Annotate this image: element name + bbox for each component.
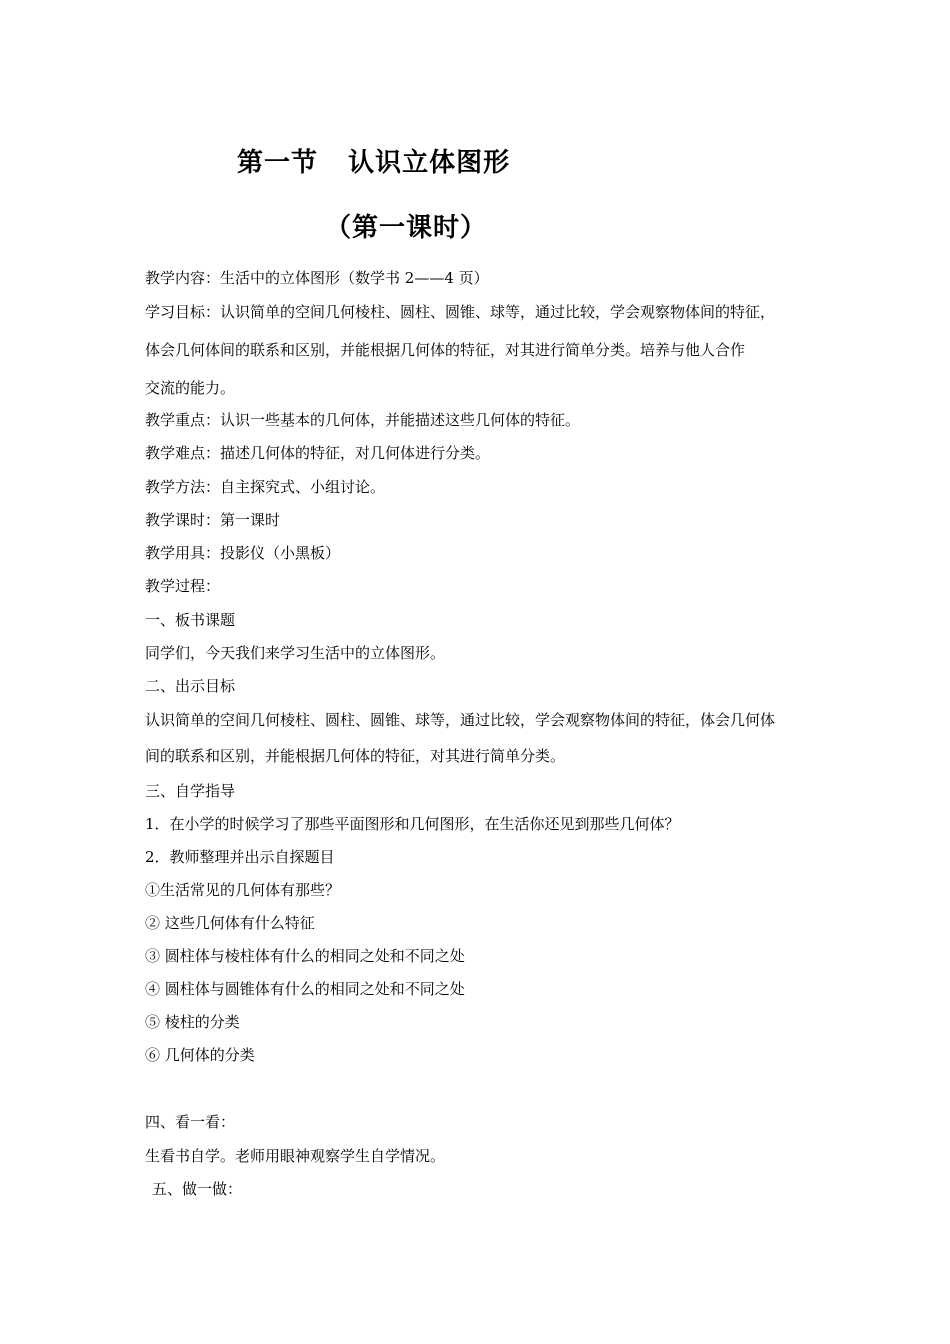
learning-goals-line-1: 学习目标：认识简单的空间几何棱柱、圆柱、圆锥、球等，通过比较，学会观察物体间的特征， <box>145 303 776 321</box>
question-2: ② 这些几何体有什么特征 <box>145 914 315 932</box>
teaching-difficulty: 教学难点：描述几何体的特征，对几何体进行分类。 <box>145 444 491 462</box>
section-four-heading: 四、看一看： <box>145 1113 236 1131</box>
section-three-heading: 三、自学指导 <box>145 782 236 800</box>
question-4: ④ 圆柱体与圆锥体有什么的相同之处和不同之处 <box>145 980 465 998</box>
learning-goals-line-3: 交流的能力。 <box>145 379 236 397</box>
teaching-tools: 教学用具：投影仪（小黑板） <box>145 544 341 562</box>
lesson-subtitle: （第一课时） <box>325 213 488 243</box>
guidance-item-1: 1．在小学的时候学习了那些平面图形和几何图形，在生活你还见到那些几何体？ <box>145 815 680 833</box>
guidance-item-2: 2．教师整理并出示自探题目 <box>145 848 335 866</box>
question-5: ⑤ 棱柱的分类 <box>145 1013 240 1031</box>
question-3: ③ 圆柱体与棱柱体有什么的相同之处和不同之处 <box>145 947 465 965</box>
section-two-heading: 二、出示目标 <box>145 677 236 695</box>
section-four-text: 生看书自学。老师用眼神观察学生自学情况。 <box>145 1147 446 1165</box>
class-hours: 教学课时：第一课时 <box>145 511 281 529</box>
question-6: ⑥ 几何体的分类 <box>145 1046 255 1064</box>
section-two-text-line-2: 间的联系和区别，并能根据几何体的特征，对其进行简单分类。 <box>145 747 566 765</box>
teaching-focus: 教学重点：认识一些基本的几何体，并能描述这些几何体的特征。 <box>145 411 581 429</box>
section-five-heading: 五、做一做： <box>152 1180 243 1198</box>
section-two-text-line-1: 认识简单的空间几何棱柱、圆柱、圆锥、球等，通过比较，学会观察物体间的特征，体会几何体 <box>145 711 776 729</box>
section-one-heading: 一、板书课题 <box>145 611 236 629</box>
teaching-method: 教学方法：自主探究式、小组讨论。 <box>145 478 386 496</box>
learning-goals-line-2: 体会几何体间的联系和区别，并能根据几何体的特征，对其进行简单分类。培养与他人合作 <box>145 341 746 359</box>
teaching-process-heading: 教学过程： <box>145 577 221 595</box>
section-one-text: 同学们，今天我们来学习生活中的立体图形。 <box>145 644 446 662</box>
teaching-content: 教学内容：生活中的立体图形（数学书 2——4 页） <box>145 269 489 287</box>
section-title: 第一节 认识立体图形 <box>237 148 511 178</box>
question-1: ①生活常见的几何体有那些？ <box>145 881 341 899</box>
